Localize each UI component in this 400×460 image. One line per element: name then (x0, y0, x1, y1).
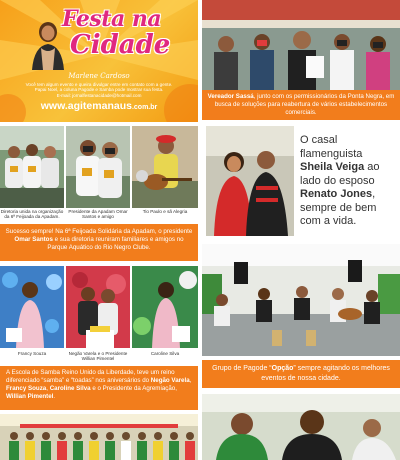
box-name: Caroline Silva (49, 385, 91, 392)
box-text: ” sempre agitando os melhores eventos de nossa cidade. (261, 365, 390, 382)
caption-box-vereador (202, 90, 400, 120)
box-text: Grupo de Pagode “ (212, 365, 272, 372)
caption-tio-paulo: Tio Paulo e sã Alegria (142, 209, 188, 214)
photo-francy-souza (0, 266, 64, 348)
quote-name: Renato Jones (300, 188, 373, 200)
quote-line: , (372, 188, 376, 200)
caption-negao-varela: Negão Varela e o Presidente Willian Pimentel (68, 351, 128, 362)
site-main: www.agitemanaus (40, 100, 132, 112)
quote-line: ao (364, 161, 380, 173)
photo-negao-varela (66, 266, 130, 348)
right-column (202, 0, 400, 460)
title-festa: Festa na (62, 6, 162, 32)
caption-apadam-president: Presidente da Apadam Omar Santos e amigo (68, 209, 128, 220)
box-text: , (46, 385, 50, 392)
left-column (0, 0, 198, 460)
box-text: , junto com os permissionários da Ponta Negra, em busca de soluções para reabertura de vários estabelecimentos comerciais. (214, 93, 395, 116)
caption-apadam-directors: Diretoria unida na organização da 6ª Feijoada da Apadam. (0, 209, 64, 220)
quote-line: flamenguista (300, 147, 363, 160)
photo-bottom-event (202, 394, 400, 460)
header-banner (0, 0, 198, 122)
caption-box-samba-school (0, 366, 198, 410)
site-tld: .com.br (131, 104, 158, 111)
photo-grupo-opcao (202, 244, 400, 356)
website-url[interactable] (0, 100, 198, 112)
box-name: Omar Santos (14, 236, 53, 243)
caption-box-feijoada (0, 224, 198, 261)
photo-vereador-sassa (202, 0, 400, 90)
header-blurb (16, 82, 182, 98)
quote-line: lado do esposo (300, 174, 375, 187)
box-text: . (53, 393, 56, 400)
photo-apadam-directors (0, 126, 64, 208)
box-text: Sucesso sempre! Na 6ª Feijoada Solidária da Apadam, o presidente (5, 228, 193, 235)
box-text: e o Presidente da Agremiação, (90, 385, 177, 392)
blurb-line: Você tem algum evento e queira divulgar entre em contato com a gente. (25, 82, 173, 87)
box-text: , (189, 377, 192, 384)
photo-sheila-renato (206, 126, 294, 236)
quote-line: sempre de bem (300, 201, 377, 214)
blurb-line: Papai Noel, a coluna Pagode e Samba pode mostrar sua festa. (34, 87, 164, 93)
box-text: A Escola de Samba Reino Unido da Liberdade, teve um reino diferenciado “samba” e “toadas” nos aniversários do (6, 369, 175, 384)
quote-line: com a vida. (300, 215, 357, 227)
photo-caroline-silva (132, 266, 198, 348)
photo-tio-paulo (132, 126, 198, 208)
box-name: Opção (271, 365, 294, 372)
photo-apadam-president (66, 126, 130, 208)
quote-name: Sheila Veiga (300, 161, 365, 173)
box-name: Willian Pimentel (6, 393, 54, 400)
box-name: Negão Varela (150, 377, 190, 384)
caption-caroline-silva: Caroline Silva (150, 351, 180, 356)
box-name: Francy Souza (6, 385, 47, 392)
box-text: e sua diretoria reuniram familiares e amigos no Parque Aquático do Rio Negro Clube. (47, 236, 184, 251)
caption-francy-souza: Francy Souza (17, 351, 47, 356)
quote-sheila-renato (300, 134, 400, 229)
blurb-email: E-mail: jornalfestanacidade@hotmail.com (56, 92, 142, 98)
quote-line: O casal (300, 134, 338, 146)
caption-box-pagode (202, 360, 400, 388)
title-cidade: Cidade (70, 30, 171, 60)
author-name: Marlene Cardoso (68, 72, 130, 80)
box-name: Vereador Sassá (207, 93, 254, 100)
photo-samba-group (0, 414, 198, 460)
